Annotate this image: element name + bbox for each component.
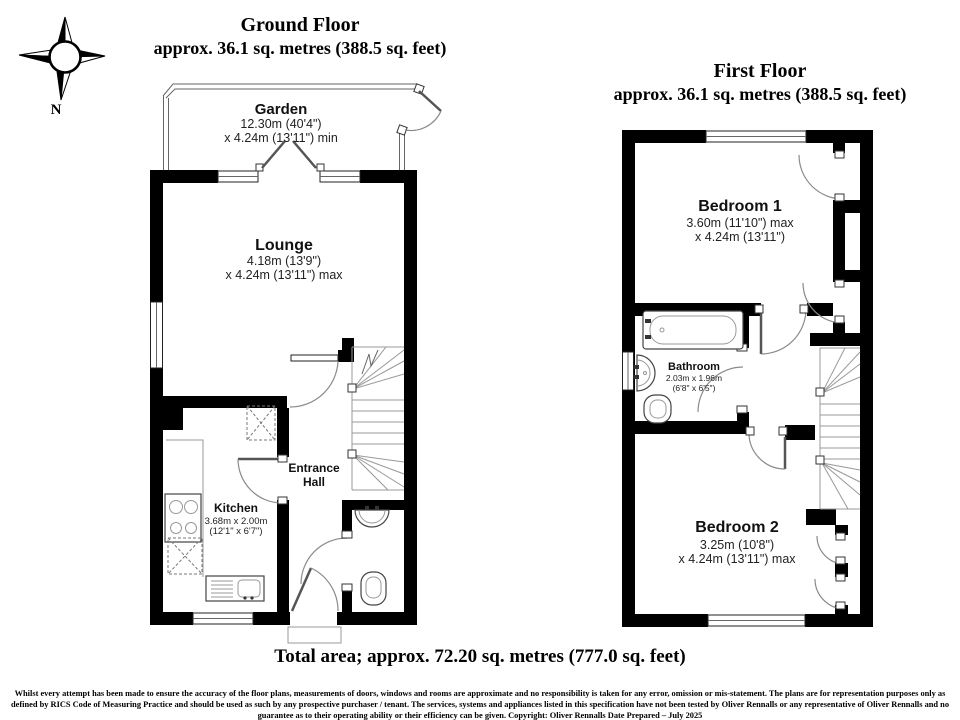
bathroom-dim2: (6'8" x 6'5") <box>672 383 716 393</box>
stairs-up-arrow <box>362 350 378 374</box>
bedroom2-closet-door-top <box>817 533 845 564</box>
bedroom2-window <box>708 615 805 626</box>
bathroom-toilet-icon <box>644 395 671 423</box>
ground-floor-subtitle: approx. 36.1 sq. metres (388.5 sq. feet) <box>153 38 447 58</box>
compass-north-label: N <box>50 102 62 117</box>
wc-toilet-icon <box>361 572 386 605</box>
kitchen-window <box>193 613 253 624</box>
bedroom1-closet-door-top <box>799 151 844 201</box>
bedroom2-closet-door-bottom <box>815 574 845 609</box>
kitchen-door <box>238 455 287 504</box>
first-floor-title-block <box>590 60 930 106</box>
bedroom1-closet-door-bottom <box>803 280 844 323</box>
ground-floor-title-block <box>140 14 460 60</box>
lounge-garden-window-left <box>218 171 258 182</box>
ground-stairs <box>348 347 404 490</box>
appliance-space-bottom <box>168 538 202 574</box>
bedroom2-dim1: 3.25m (10'8") <box>699 538 775 552</box>
porch-step <box>288 627 341 643</box>
kitchen-sink-icon <box>206 576 264 601</box>
lounge-garden-window-right <box>320 171 360 182</box>
ground-floor-title: Ground Floor <box>240 14 360 36</box>
garden-dim2: x 4.24m (13'11") min <box>224 131 338 145</box>
first-floor-plan <box>600 115 920 640</box>
hob-icon <box>165 494 201 542</box>
garden-label: Garden <box>254 101 308 118</box>
kitchen-label: Kitchen <box>213 501 259 515</box>
total-area-text: Total area; approx. 72.20 sq. metres (777.0 sq. feet) <box>274 646 686 667</box>
lounge-side-window <box>151 302 163 368</box>
entrance-hall-label-line1: Entrance <box>288 461 340 475</box>
compass-icon <box>5 5 120 117</box>
entrance-hall-label-line2: Hall <box>302 475 326 489</box>
kitchen-dim2: (12'1" x 6'7") <box>209 526 263 537</box>
disclaimer-text: Whilst every attempt has been made to ensure the accuracy of the floor plans, measurements of doors, windows and rooms are approximate and no responsibility is taken for any error, omission or mis-statement. The plans are for representation purposes only as defined by RICS Code of Measuring Practice and should be used as such by any prospective purchaser / tenant. The services, systems and appliances listed in this specification have not been tested by Oliver Rennalls or any representative of Oliver Rennalls and no guarantee as to their operating ability or their efficiency can be given. Copyright: Oliver Rennalls Date Prepared – July 2025 <box>10 689 950 720</box>
bedroom1-window <box>706 131 806 142</box>
bedroom1-dim1: 3.60m (11'10") max <box>686 216 794 230</box>
bedroom2-door <box>746 427 787 469</box>
bedroom2-dim2: x 4.24m (13'11") max <box>678 552 796 566</box>
lounge-label: Lounge <box>255 237 313 254</box>
ground-interior-walls <box>150 338 417 612</box>
lounge-hall-door <box>290 355 338 407</box>
garden-dim1: 12.30m (40'4") <box>240 117 322 131</box>
bathroom-dim1: 2.03m x 1.96m <box>665 373 723 383</box>
kitchen-dim1: 3.68m x 2.00m <box>204 516 268 527</box>
ground-floor-plan <box>140 75 460 650</box>
wc-door <box>301 531 352 591</box>
bathroom-window <box>623 352 634 390</box>
bathroom-sink-icon <box>634 355 655 391</box>
french-doors <box>256 141 324 171</box>
garden-gate-door <box>405 91 441 131</box>
front-door <box>288 568 341 643</box>
lounge-dim1: 4.18m (13'9") <box>246 254 322 268</box>
bedroom1-label: Bedroom 1 <box>698 198 782 215</box>
appliance-space-top <box>247 406 275 440</box>
bath-icon <box>643 311 743 349</box>
bedroom1-dim2: x 4.24m (13'11") <box>695 230 785 244</box>
lounge-dim2: x 4.24m (13'11") max <box>225 268 343 282</box>
bedroom2-label: Bedroom 2 <box>695 519 779 536</box>
first-floor-title: First Floor <box>713 60 807 82</box>
bathroom-label: Bathroom <box>668 361 720 373</box>
first-stairs <box>816 348 860 509</box>
first-floor-subtitle: approx. 36.1 sq. metres (388.5 sq. feet) <box>613 84 907 104</box>
bedroom1-door <box>755 305 808 354</box>
